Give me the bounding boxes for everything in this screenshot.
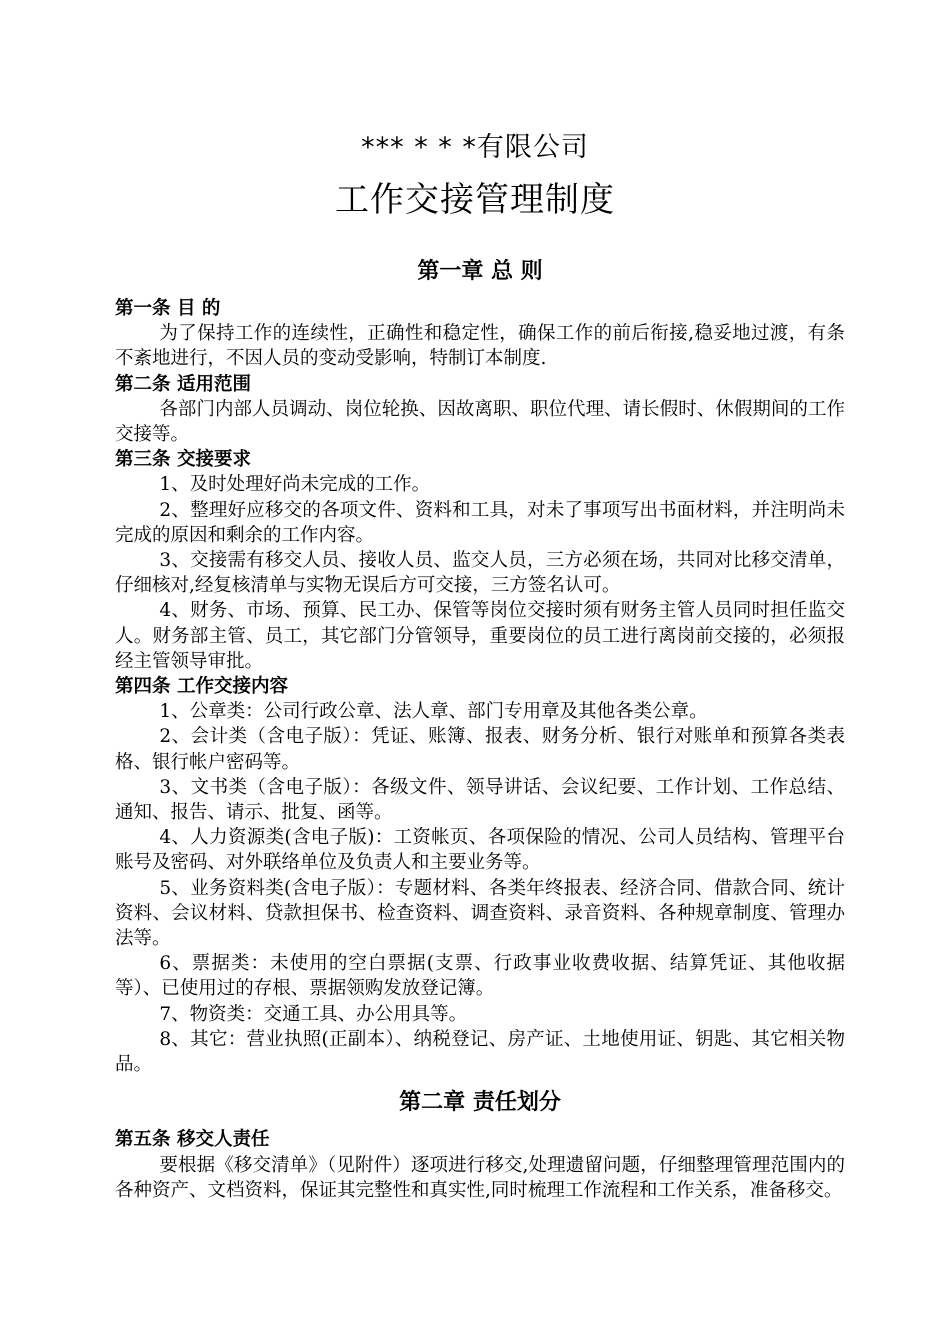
- document-body: [115, 256, 845, 1203]
- paragraph: 2、会计类（含电子版）：凭证、账簿、报表、财务分析、银行对账单和预算各类表格、银行帐户密码等。: [115, 726, 845, 773]
- chapter-heading: 第二章 责任划分: [399, 1089, 561, 1116]
- article-heading: 第四条 工作交接内容: [115, 676, 288, 698]
- paragraph: 8、其它：营业执照(正副本）、纳税登记、房产证、土地使用证、钥匙、其它相关物品。: [115, 1028, 845, 1076]
- paragraph: 3、文书类（含电子版）：各级文件、领导讲话、会议纪要、工作计划、工作总结、通知、报告、请示、批复、函等。: [115, 776, 845, 824]
- paragraph: 5、业务资料类(含电子版）：专题材料、各类年终报表、经济合同、借款合同、统计资料、会议材料、贷款担保书、检查资料、调查资料、录音资料、各种规章制度、管理办法等。: [115, 877, 845, 950]
- article-heading: 第二条 适用范围: [115, 373, 251, 395]
- paragraph: 1、及时处理好尚未完成的工作。: [159, 474, 431, 496]
- paragraph: 2、整理好应移交的各项文件、资料和工具，对未了事项写出书面材料，并注明尚未完成的原因和剩余的工作内容。: [115, 499, 845, 546]
- paragraph: 3、交接需有移交人员、接收人员、监交人员，三方必须在场，共同对比移交清单，仔细核对,经复核清单与实物无误后方可交接，三方签名认可。: [115, 550, 845, 597]
- chapter-heading: 第一章 总 则: [417, 258, 543, 284]
- paragraph: 4、人力资源类(含电子版)：工资帐页、各项保险的情况、公司人员结构、管理平台账号及密码、对外联络单位及负责人和主要业务等。: [115, 827, 845, 874]
- company-name: *** * * *有限公司: [361, 132, 589, 163]
- paragraph: 各部门内部人员调动、岗位轮换、因故离职、职位代理、请长假时、休假期间的工作交接等。: [115, 398, 845, 446]
- paragraph: 4、财务、市场、预算、民工办、保管等岗位交接时须有财务主管人员同时担任监交人。财务部主管、员工，其它部门分管领导，重要岗位的员工进行离岗前交接的，必须报经主管领导审批。: [115, 600, 845, 672]
- article-heading: 第五条 移交人责任: [115, 1129, 270, 1151]
- article-heading: 第一条 目 的: [115, 298, 221, 319]
- document-title: 工作交接管理制度: [335, 180, 615, 220]
- paragraph: 6、票据类：未使用的空白票据(支票、行政事业收费收据、结算凭证、其他收据等）、已使用过的存根、票据领购发放登记簿。: [115, 953, 845, 1000]
- paragraph: 1、公章类：公司行政公章、法人章、部门专用章及其他各类公章。: [159, 701, 708, 723]
- paragraph: 为了保持工作的连续性，正确性和稳定性，确保工作的前后衔接,稳妥地过渡，有条不紊地进行，不因人员的变动受影响，特制订本制度.: [115, 323, 845, 370]
- paragraph: 7、物资类：交通工具、办公用具等。: [159, 1003, 468, 1025]
- paragraph: 要根据《移交清单》（见附件）逐项进行移交,处理遗留问题，仔细整理管理范围内的各种资产、文档资料，保证其完整性和真实性,同时梳理工作流程和工作关系，准备移交。: [115, 1154, 845, 1201]
- article-heading: 第三条 交接要求: [115, 449, 251, 471]
